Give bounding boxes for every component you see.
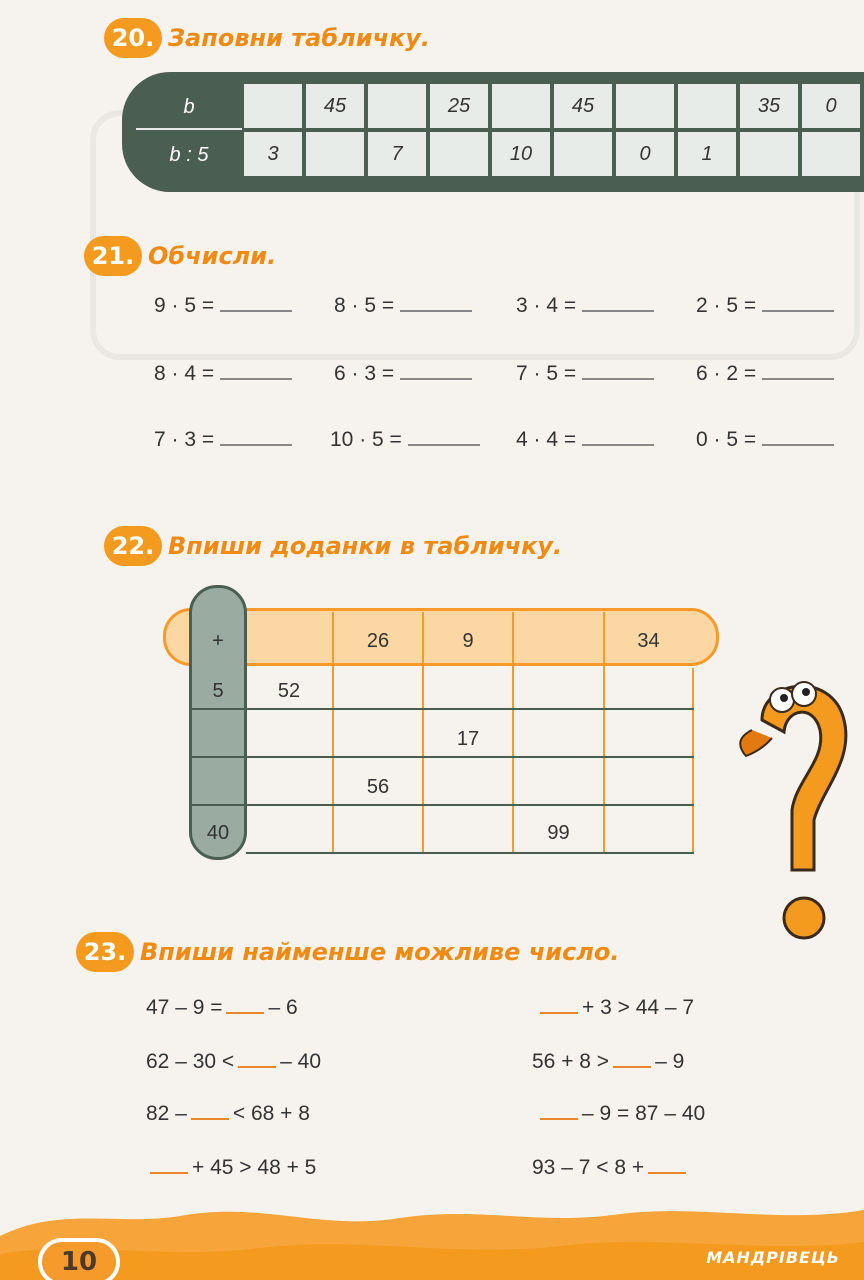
inequality-right-part: – 40 — [280, 1050, 322, 1073]
inequality-right-part: – 9 = 87 – 40 — [582, 1102, 706, 1125]
answer-blank[interactable] — [582, 292, 654, 312]
number-blank[interactable] — [150, 1156, 188, 1174]
exercise-text: 10 · 5 = — [330, 428, 402, 451]
inequality — [532, 1156, 690, 1180]
exercise-text: 6 · 3 = — [334, 362, 395, 385]
number-blank[interactable] — [226, 996, 264, 1014]
t20-quotient-cell[interactable]: 10 — [490, 130, 552, 178]
t20-quotient-cell[interactable]: 7 — [366, 130, 428, 178]
exercise-text: 7 · 5 = — [516, 362, 577, 385]
question-mark-mascot-illustration — [722, 660, 864, 950]
task-22-header — [104, 526, 562, 566]
row-label[interactable]: 40 — [206, 822, 230, 844]
exercise — [696, 360, 834, 386]
answer-blank[interactable] — [220, 426, 292, 446]
sum-cell[interactable]: 52 — [277, 680, 301, 702]
row-divider — [192, 804, 694, 806]
exercise — [516, 360, 654, 386]
inequality — [146, 996, 298, 1020]
t20-b-cell[interactable] — [676, 82, 738, 130]
exercise-text: 0 · 5 = — [696, 428, 757, 451]
answer-blank[interactable] — [400, 292, 472, 312]
number-blank[interactable] — [540, 1102, 578, 1120]
exercise-text: 8 · 5 = — [334, 294, 395, 317]
inequality-right-part: + 45 > 48 + 5 — [192, 1156, 317, 1179]
row-label[interactable]: 5 — [212, 680, 224, 702]
task-20-label-divider — [136, 128, 242, 130]
row-divider — [246, 852, 694, 854]
t20-b-cell[interactable] — [242, 82, 304, 130]
task-23-title: Впиши найменше можливе число. — [140, 938, 620, 966]
row-divider — [192, 708, 694, 710]
exercise — [330, 426, 480, 452]
t20-b-cell[interactable]: 0 — [800, 82, 862, 130]
task-21-header — [84, 236, 276, 276]
task-21-title: Обчисли. — [148, 242, 277, 270]
addition-table-label-column — [189, 585, 247, 860]
t20-quotient-cell[interactable]: 0 — [614, 130, 676, 178]
publisher-logo-text: МАНДРІВЕЦЬ — [706, 1248, 840, 1267]
answer-blank[interactable] — [408, 426, 480, 446]
inequality — [536, 996, 694, 1020]
exercise-text: 2 · 5 = — [696, 294, 757, 317]
answer-blank[interactable] — [762, 360, 834, 380]
sum-cell[interactable]: 99 — [547, 822, 570, 844]
t20-b-cell[interactable]: 35 — [738, 82, 800, 130]
answer-blank[interactable] — [762, 426, 834, 446]
number-blank[interactable] — [540, 996, 578, 1014]
inequality-right-part: – 6 — [268, 996, 298, 1019]
t20-quotient-cell[interactable] — [552, 130, 614, 178]
task-20-header — [104, 18, 430, 58]
answer-blank[interactable] — [582, 426, 654, 446]
header-cell[interactable]: 34 — [637, 630, 660, 652]
t20-b-cell[interactable]: 45 — [304, 82, 366, 130]
inequality — [146, 1156, 316, 1180]
exercise — [516, 426, 654, 452]
task-22-title: Впиши доданки в табличку. — [168, 532, 563, 560]
exercise-text: 3 · 4 = — [516, 294, 577, 317]
table-corner-plus: + — [212, 630, 224, 652]
exercise-text: 4 · 4 = — [516, 428, 577, 451]
inequality — [536, 1102, 705, 1126]
exercise — [516, 292, 654, 318]
t20-b-cell[interactable]: 25 — [428, 82, 490, 130]
exercise — [334, 292, 472, 318]
number-blank[interactable] — [613, 1050, 651, 1068]
t20-quotient-cell[interactable]: 1 — [676, 130, 738, 178]
t20-b-cell[interactable]: 45 — [552, 82, 614, 130]
number-blank[interactable] — [191, 1102, 229, 1120]
footer-wave-decoration — [0, 1196, 864, 1280]
answer-blank[interactable] — [220, 292, 292, 312]
exercise — [154, 292, 292, 318]
task-20-title: Заповни табличку. — [168, 24, 431, 52]
inequality — [146, 1102, 310, 1126]
task-23-header — [76, 932, 619, 972]
inequality-left-part: 93 – 7 < 8 + — [532, 1156, 645, 1179]
exercise-text: 7 · 3 = — [154, 428, 215, 451]
inequality-left-part: 82 – — [146, 1102, 187, 1125]
number-blank[interactable] — [238, 1050, 276, 1068]
t20-quotient-cell[interactable] — [304, 130, 366, 178]
t20-b-cell[interactable] — [366, 82, 428, 130]
task-20-number: 20. — [104, 18, 162, 58]
inequality — [146, 1050, 321, 1074]
page-number: 10 — [38, 1238, 120, 1280]
inequality-right-part: + 3 > 44 – 7 — [582, 996, 695, 1019]
task-22-number: 22. — [104, 526, 162, 566]
t20-b-cell[interactable] — [614, 82, 676, 130]
task-20-row-2-label: b : 5 — [169, 144, 209, 166]
exercise — [696, 292, 834, 318]
task-23-number: 23. — [76, 932, 134, 972]
inequality-right-part: – 9 — [655, 1050, 685, 1073]
t20-quotient-cell[interactable]: 3 — [242, 130, 304, 178]
header-cell[interactable]: 26 — [366, 630, 390, 652]
exercise — [334, 360, 472, 386]
exercise-text: 9 · 5 = — [154, 294, 215, 317]
answer-blank[interactable] — [762, 292, 834, 312]
answer-blank[interactable] — [220, 360, 292, 380]
exercise-text: 8 · 4 = — [154, 362, 215, 385]
number-blank[interactable] — [648, 1156, 686, 1174]
inequality-left-part: 62 – 30 < — [146, 1050, 235, 1073]
answer-blank[interactable] — [582, 360, 654, 380]
answer-blank[interactable] — [400, 360, 472, 380]
exercise — [696, 426, 834, 452]
exercise-text: 6 · 2 = — [696, 362, 757, 385]
column-divider — [512, 612, 514, 852]
column-divider — [692, 668, 694, 852]
t20-b-cell[interactable] — [490, 82, 552, 130]
inequality-left-part: 56 + 8 > — [532, 1050, 610, 1073]
exercise — [154, 426, 292, 452]
sum-cell[interactable]: 17 — [456, 728, 480, 750]
row-divider — [192, 756, 694, 758]
inequality-left-part: 47 – 9 = — [146, 996, 223, 1019]
t20-quotient-cell[interactable] — [800, 130, 862, 178]
sum-cell[interactable]: 56 — [366, 776, 390, 798]
task-21-number: 21. — [84, 236, 142, 276]
exercise — [154, 360, 292, 386]
header-cell[interactable]: 9 — [462, 630, 474, 652]
t20-quotient-cell[interactable] — [428, 130, 490, 178]
inequality — [532, 1050, 684, 1074]
inequality-right-part: < 68 + 8 — [232, 1102, 310, 1125]
task-20-row-1-label: b — [183, 96, 195, 118]
t20-quotient-cell[interactable] — [738, 130, 800, 178]
task-20-table — [242, 82, 862, 178]
